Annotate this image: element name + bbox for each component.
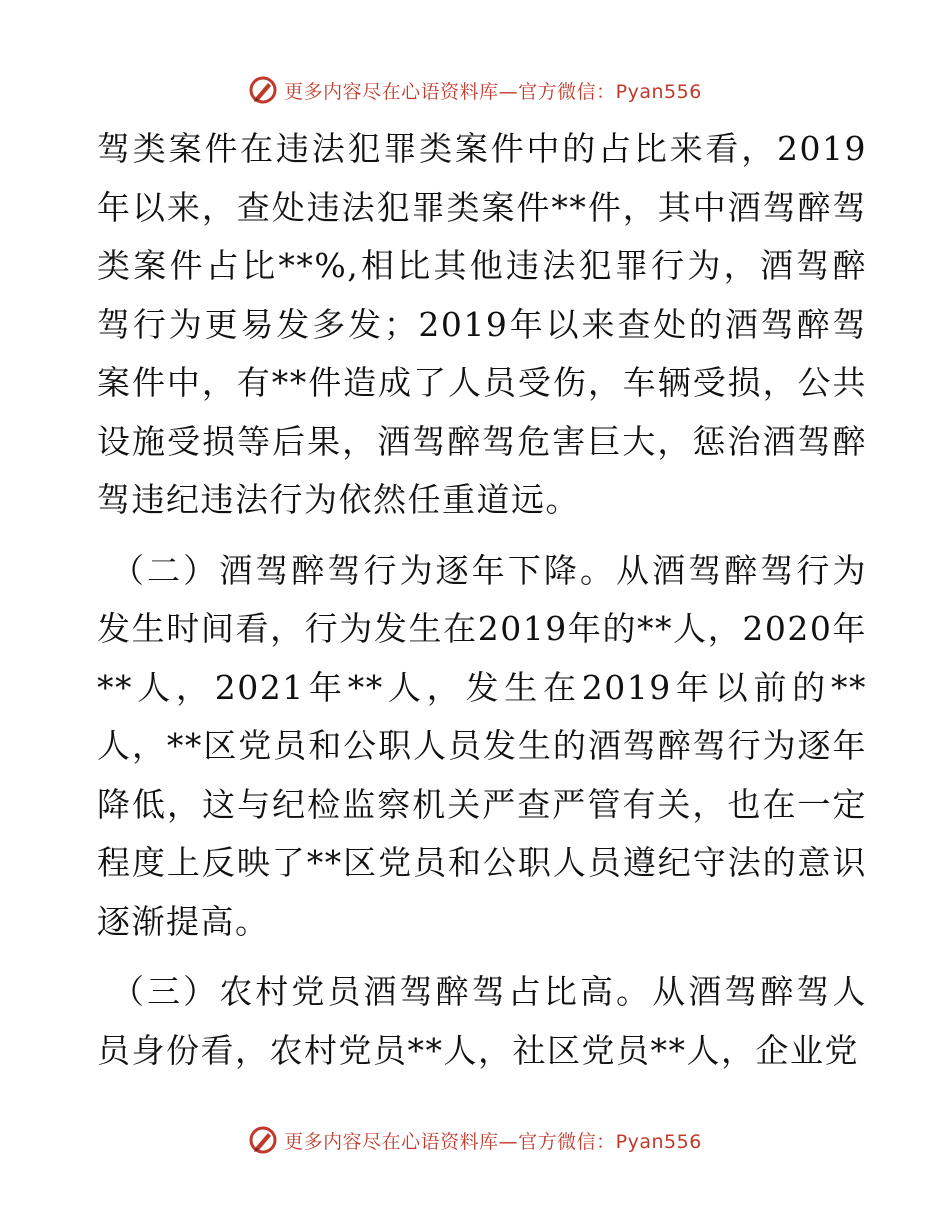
paragraph-continuation: 驾类案件在违法犯罪类案件中的占比来看，2019年以来，查处违法犯罪类案件**件，其中酒驾醉驾类案件占比**%,相比其他违法犯罪行为，酒驾醉驾行为更易发多发；2019年以来查处的酒驾醉驾案件中，有**件造成了人员受伤，车辆受损，公共设施受损等后果，酒驾醉驾危害巨大，惩治酒驾醉驾违纪违法行为依然任重道远。 <box>97 129 867 519</box>
watermark-text: 更多内容尽在心语资料库—官方微信：Pyan556 <box>284 1130 702 1153</box>
watermark-text: 更多内容尽在心语资料库—官方微信：Pyan556 <box>284 80 702 103</box>
paragraph-section-two: （二）酒驾醉驾行为逐年下降。从酒驾醉驾行为发生时间看，行为发生在2019年的**人，2020年**人，2021年**人，发生在2019年以前的**人，**区党员和公职人员发生的酒驾醉驾行为逐年降低，这与纪检监察机关严查严管有关，也在一定程度上反映了**区党员和公职人员遵纪守法的意识逐渐提高。 <box>97 550 867 941</box>
pen-logo-icon <box>248 1125 278 1155</box>
footer-watermark <box>0 1120 950 1160</box>
paragraph-section-three: （三）农村党员酒驾醉驾占比高。从酒驾醉驾人员身份看，农村党员**人，社区党员**人，企业党 <box>97 972 867 1070</box>
pen-logo-icon <box>248 75 278 105</box>
header-watermark <box>0 70 950 110</box>
document-body <box>97 120 867 1080</box>
